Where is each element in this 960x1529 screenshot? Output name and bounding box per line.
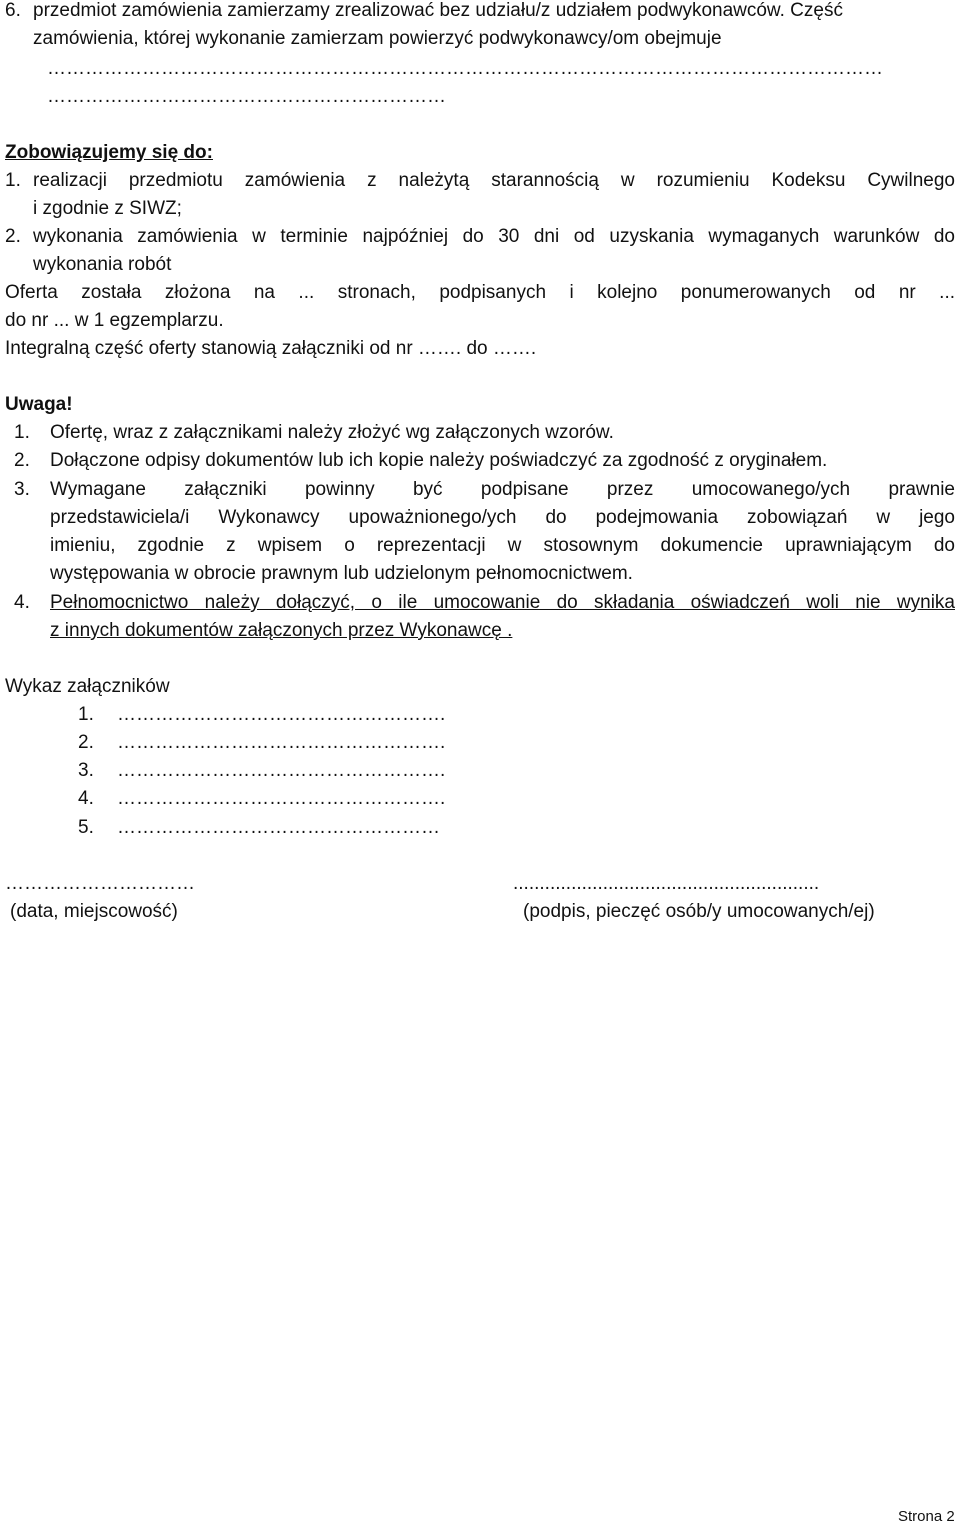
obligations-heading: Zobowiązujemy się do: <box>5 142 213 163</box>
note-line: Pełnomocnictwo należy dołączyć, o ile umocowanie do składania oświadczeń woli nie wynika <box>50 592 955 613</box>
attachment-number: 4. <box>78 788 94 809</box>
attachment-blank: ……………………………………………. <box>117 732 446 753</box>
date-place-label: (data, miejscowość) <box>10 901 178 922</box>
attachment-blank: …………………………………………… <box>117 817 440 838</box>
notes-heading: Uwaga! <box>5 394 73 415</box>
signature-label: (podpis, pieczęć osób/y umocowanych/ej) <box>523 901 875 922</box>
blank-line: …………………………………………………………………………………………………………………… <box>47 58 883 79</box>
obligation-line: realizacji przedmiotu zamówienia z należytą starannością w rozumieniu Kodeksu Cywilnego <box>33 170 955 191</box>
attachments-heading: Wykaz załączników <box>5 676 170 697</box>
attachment-number: 3. <box>78 760 94 781</box>
offer-attachments-line: Integralną część oferty stanowią załączniki od nr ……. do ……. <box>5 338 537 359</box>
note-number: 2. <box>14 450 30 471</box>
page-number: Strona 2 <box>898 1508 955 1525</box>
note-line: z innych dokumentów załączonych przez Wykonawcę . <box>50 620 513 641</box>
offer-copies-line: do nr ... w 1 egzemplarzu. <box>5 310 224 331</box>
item-number: 2. <box>5 226 21 247</box>
attachment-blank: ……………………………………………. <box>117 704 446 725</box>
attachment-number: 5. <box>78 817 94 838</box>
attachment-blank: ……………………………………………. <box>117 788 446 809</box>
note-line: Ofertę, wraz z załącznikami należy złożyć wg załączonych wzorów. <box>50 422 614 443</box>
note-number: 1. <box>14 422 30 443</box>
item-number: 1. <box>5 170 21 191</box>
obligation-line: i zgodnie z SIWZ; <box>33 198 182 219</box>
date-place-blank: ………………………… <box>5 873 195 894</box>
attachment-blank: ……………………………………………. <box>117 760 446 781</box>
note-line: Dołączone odpisy dokumentów lub ich kopie należy poświadczyć za zgodność z oryginałem. <box>50 450 828 471</box>
obligation-line: wykonania zamówienia w terminie najpóźniej do 30 dni od uzyskania wymaganych warunków do <box>33 226 955 247</box>
note-number: 3. <box>14 479 30 500</box>
note-line: występowania w obrocie prawnym lub udzielonym pełnomocnictwem. <box>50 563 633 584</box>
blank-line: ……………………………………………………… <box>47 86 446 107</box>
subcontractor-line: zamówienia, której wykonanie zamierzam powierzyć podwykonawcy/om obejmuje <box>33 28 722 49</box>
note-line: imieniu, zgodnie z wpisem o reprezentacji w stosownym dokumencie uprawniającym do <box>50 535 955 556</box>
offer-pages-line: Oferta została złożona na ... stronach, podpisanych i kolejno ponumerowanych od nr ... <box>5 282 955 303</box>
obligation-line: wykonania robót <box>33 254 172 275</box>
item-number: 6. <box>5 0 21 21</box>
signature-blank: .......................................................... <box>513 873 820 894</box>
subcontractor-line: przedmiot zamówienia zamierzamy zrealizować bez udziału/z udziałem podwykonawców. Część <box>33 0 843 21</box>
attachment-number: 1. <box>78 704 94 725</box>
note-line: Wymagane załączniki powinny być podpisane przez umocowanego/ych prawnie <box>50 479 955 500</box>
note-line: przedstawiciela/i Wykonawcy upoważnionego/ych do podejmowania zobowiązań w jego <box>50 507 955 528</box>
note-number: 4. <box>14 592 30 613</box>
attachment-number: 2. <box>78 732 94 753</box>
